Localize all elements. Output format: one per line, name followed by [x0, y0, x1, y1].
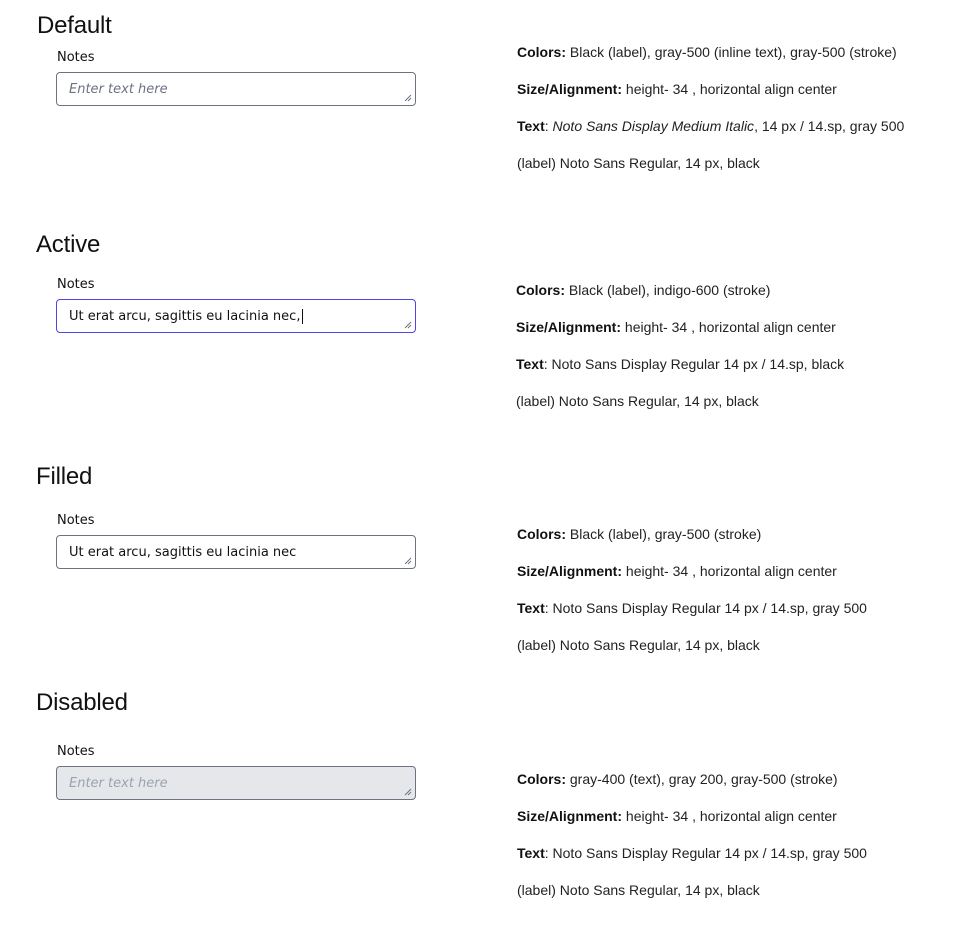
resize-handle-icon[interactable]: [404, 321, 412, 329]
section-title-active: Active: [36, 231, 101, 258]
resize-handle-icon[interactable]: [404, 94, 412, 102]
spec-colors-filled: Colors: Black (label), gray-500 (stroke): [517, 526, 762, 542]
spec-colors-active: Colors: Black (label), indigo-600 (stroke): [516, 282, 771, 298]
spec-label-active: (label) Noto Sans Regular, 14 px, black: [516, 393, 759, 409]
spec-label-default: (label) Noto Sans Regular, 14 px, black: [517, 155, 760, 171]
section-title-default: Default: [37, 12, 112, 39]
spec-label-filled: (label) Noto Sans Regular, 14 px, black: [517, 637, 760, 653]
notes-value-filled: Ut erat arcu, sagittis eu lacinia nec: [69, 544, 297, 560]
spec-colors-default: Colors: Black (label), gray-500 (inline text), gray-500 (stroke): [517, 44, 897, 60]
spec-size-disabled: Size/Alignment: height- 34 , horizontal align center: [517, 808, 837, 824]
spec-size-default: Size/Alignment: height- 34 , horizontal align center: [517, 81, 837, 97]
notes-value-active: Ut erat arcu, sagittis eu lacinia nec,: [69, 308, 301, 324]
spec-text-disabled: Text: Noto Sans Display Regular 14 px / 14.sp, gray 500: [517, 845, 867, 861]
notes-label-filled: Notes: [57, 513, 95, 528]
spec-label-disabled: (label) Noto Sans Regular, 14 px, black: [517, 882, 760, 898]
notes-label-active: Notes: [57, 277, 95, 292]
notes-input-active[interactable]: [56, 299, 416, 333]
notes-input-filled[interactable]: [56, 535, 416, 569]
notes-label-disabled: Notes: [57, 744, 95, 759]
notes-input-default[interactable]: [56, 72, 416, 106]
spec-text-filled: Text: Noto Sans Display Regular 14 px / 14.sp, gray 500: [517, 600, 867, 616]
spec-text-active: Text: Noto Sans Display Regular 14 px / 14.sp, black: [516, 356, 845, 372]
section-title-filled: Filled: [36, 463, 93, 490]
notes-placeholder-disabled: Enter text here: [69, 775, 168, 791]
text-caret: [302, 309, 303, 324]
notes-placeholder-default: Enter text here: [69, 81, 168, 97]
section-title-disabled: Disabled: [36, 689, 128, 716]
resize-handle-icon: [404, 788, 412, 796]
notes-label-default: Notes: [57, 50, 95, 65]
spec-size-active: Size/Alignment: height- 34 , horizontal align center: [516, 319, 836, 335]
notes-input-disabled: [56, 766, 416, 800]
resize-handle-icon[interactable]: [404, 557, 412, 565]
spec-size-filled: Size/Alignment: height- 34 , horizontal align center: [517, 563, 837, 579]
spec-text-default: Text: Noto Sans Display Medium Italic, 14 px / 14.sp, gray 500: [517, 118, 905, 134]
spec-colors-disabled: Colors: gray-400 (text), gray 200, gray-500 (stroke): [517, 771, 838, 787]
